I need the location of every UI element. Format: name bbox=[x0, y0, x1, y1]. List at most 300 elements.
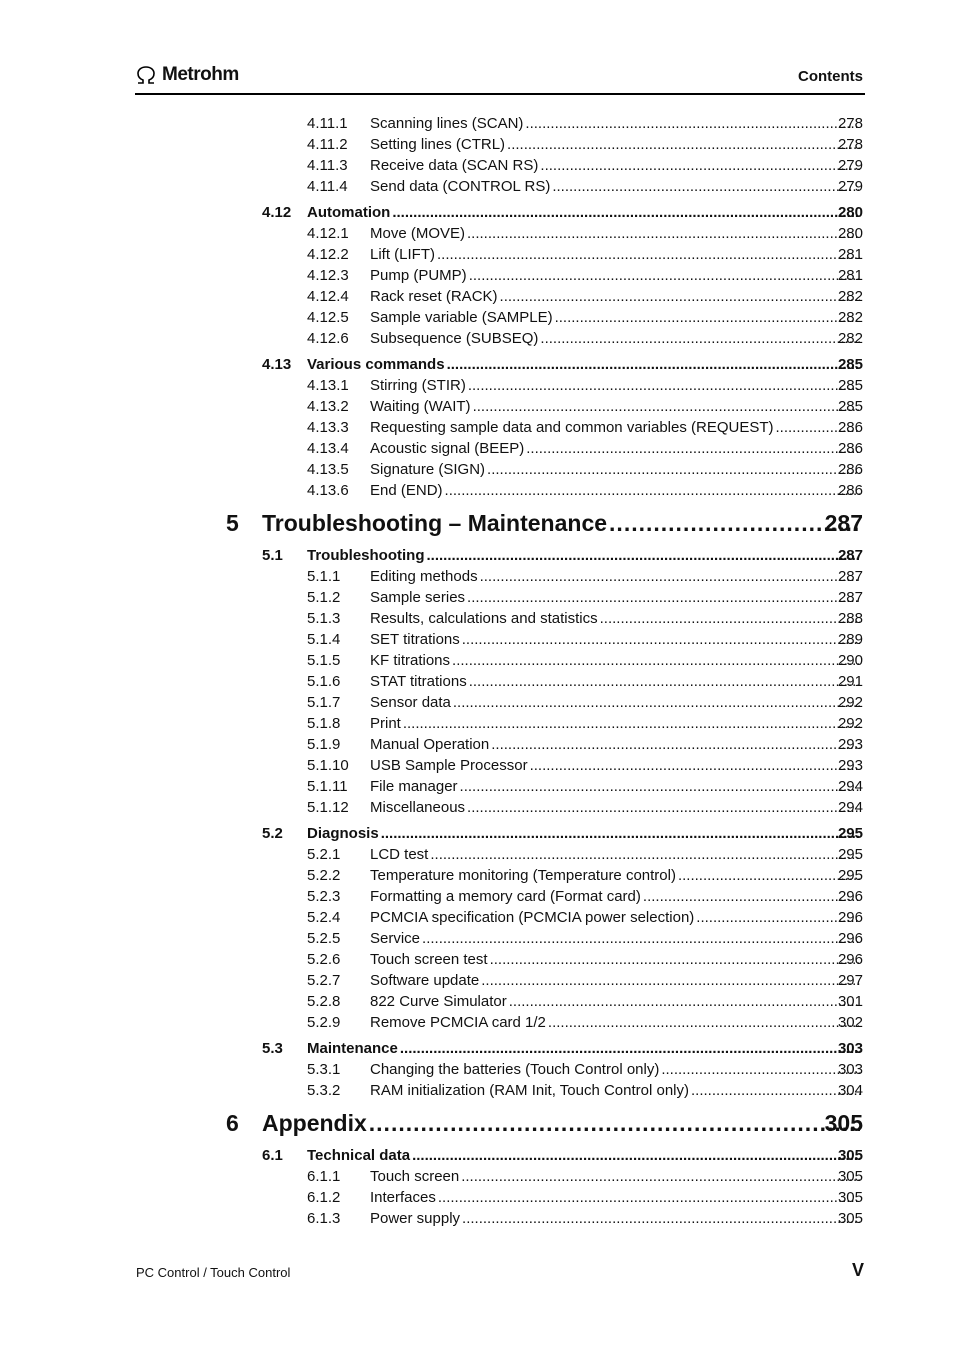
dot-leader bbox=[422, 931, 860, 947]
dot-leader bbox=[467, 800, 860, 816]
toc-entry-number: 5.1.1 bbox=[307, 568, 341, 585]
toc-entry[interactable] bbox=[0, 797, 954, 818]
toc-entry-number: 5.2.2 bbox=[307, 867, 341, 884]
toc-entry[interactable] bbox=[0, 1038, 954, 1059]
toc-entry-page: 282 bbox=[837, 288, 863, 305]
toc-entry-number: 5.1.8 bbox=[307, 715, 341, 732]
toc-entry-number: 4.13.2 bbox=[307, 398, 349, 415]
toc-entry-number: 4.11.1 bbox=[307, 115, 348, 132]
dot-leader bbox=[469, 268, 860, 284]
toc-entry[interactable] bbox=[0, 970, 954, 991]
toc-entry-title-wrap bbox=[370, 137, 862, 153]
toc-entry-title-wrap bbox=[370, 1083, 862, 1099]
toc-entry-title: Appendix bbox=[262, 1110, 367, 1136]
toc-entry-number: 4.12.1 bbox=[307, 225, 349, 242]
toc-entry-title: Manual Operation bbox=[370, 736, 490, 753]
dot-leader bbox=[445, 483, 860, 499]
toc-entry-title: Touch screen test bbox=[370, 951, 488, 968]
section-title: Contents bbox=[798, 68, 863, 85]
toc-entry-title: Formatting a memory card (Format card) bbox=[370, 888, 641, 905]
toc-entry-number: 5.2.7 bbox=[307, 972, 341, 989]
toc-entry-title: USB Sample Processor bbox=[370, 757, 528, 774]
toc-entry[interactable] bbox=[0, 328, 954, 349]
toc-entry-page: 287 bbox=[824, 510, 863, 536]
toc-entry-title-wrap bbox=[370, 653, 862, 669]
toc-entry-title: Power supply bbox=[370, 1210, 461, 1227]
dot-leader bbox=[487, 462, 860, 478]
toc-entry-title-wrap bbox=[370, 931, 862, 947]
toc-entry-title: Interfaces bbox=[370, 1189, 436, 1206]
toc-entry-title: Scanning lines (SCAN) bbox=[370, 115, 524, 132]
toc-entry-title-wrap bbox=[370, 441, 862, 457]
toc-entry-title-wrap bbox=[370, 1015, 862, 1031]
toc-entry-number: 4.12.2 bbox=[307, 246, 349, 263]
toc-entry-number: 4.13.3 bbox=[307, 419, 349, 436]
page-number: V bbox=[851, 1260, 864, 1280]
toc-entry-title: Signature (SIGN) bbox=[370, 461, 486, 478]
toc-entry-title-wrap bbox=[370, 632, 862, 648]
toc-entry-title: 822 Curve Simulator bbox=[370, 993, 507, 1010]
dot-leader bbox=[525, 116, 860, 132]
toc-entry-page: 295 bbox=[837, 867, 863, 884]
dot-leader bbox=[555, 310, 860, 326]
toc-entry-title-wrap bbox=[370, 847, 862, 863]
toc-entry-number: 5.1.10 bbox=[307, 757, 349, 774]
toc-entry-number: 5.2.5 bbox=[307, 930, 341, 947]
toc-entry-page: 294 bbox=[837, 778, 863, 795]
toc-entry-page: 280 bbox=[837, 225, 863, 242]
toc-entry[interactable] bbox=[0, 776, 954, 797]
toc-entry-number: 6 bbox=[226, 1110, 239, 1136]
toc-entry-title: Maintenance bbox=[307, 1040, 398, 1057]
toc-entry[interactable] bbox=[0, 134, 954, 155]
toc-entry-page: 297 bbox=[837, 972, 863, 989]
toc-entry-title-wrap bbox=[370, 695, 862, 711]
toc-entry[interactable] bbox=[0, 907, 954, 928]
toc-entry-page: 304 bbox=[837, 1082, 863, 1099]
toc-entry-page: 278 bbox=[837, 115, 863, 132]
toc-entry-title: Changing the batteries (Touch Control only) bbox=[370, 1061, 660, 1078]
toc-entry-title-wrap bbox=[370, 289, 862, 305]
toc-entry[interactable] bbox=[0, 566, 954, 587]
toc-entry-page: 290 bbox=[837, 652, 863, 669]
toc-entry[interactable] bbox=[0, 1187, 954, 1208]
toc-entry[interactable] bbox=[0, 1208, 954, 1229]
dot-leader bbox=[438, 1190, 860, 1206]
toc-entry-number: 4.11.3 bbox=[307, 157, 348, 174]
toc-entry-number: 5.1.7 bbox=[307, 694, 341, 711]
toc-entry-number: 5.2.1 bbox=[307, 846, 341, 863]
toc-entry-title-wrap bbox=[370, 310, 862, 326]
toc-entry-number: 5.2.8 bbox=[307, 993, 341, 1010]
toc-entry-title-wrap bbox=[307, 357, 862, 373]
toc-entry[interactable] bbox=[0, 692, 954, 713]
dot-leader bbox=[473, 399, 860, 415]
toc-entry[interactable] bbox=[0, 629, 954, 650]
toc-entry-title: Editing methods bbox=[370, 568, 478, 585]
toc-entry-page: 305 bbox=[837, 1147, 863, 1164]
toc-entry-page: 289 bbox=[837, 631, 863, 648]
dot-leader bbox=[643, 889, 860, 905]
toc-entry-number: 5.3 bbox=[262, 1040, 283, 1057]
toc-entry[interactable] bbox=[0, 671, 954, 692]
toc-entry-number: 6.1.2 bbox=[307, 1189, 341, 1206]
toc-entry-page: 296 bbox=[837, 909, 863, 926]
dot-leader bbox=[462, 632, 860, 648]
dot-leader bbox=[462, 1211, 860, 1227]
dot-leader bbox=[369, 1110, 860, 1136]
toc-entry[interactable] bbox=[0, 396, 954, 417]
toc-entry-title: Subsequence (SUBSEQ) bbox=[370, 330, 539, 347]
toc-entry-title-wrap bbox=[370, 1169, 862, 1185]
toc-entry-page: 296 bbox=[837, 888, 863, 905]
dot-leader bbox=[548, 1015, 860, 1031]
toc-entry-title-wrap bbox=[370, 737, 862, 753]
toc-entry-page: 287 bbox=[837, 589, 863, 606]
toc-entry-number: 5.1.12 bbox=[307, 799, 349, 816]
toc-entry-title: Service bbox=[370, 930, 421, 947]
toc-entry[interactable] bbox=[0, 991, 954, 1012]
page-header bbox=[135, 60, 865, 95]
toc-entry-number: 6.1.1 bbox=[307, 1168, 341, 1185]
dot-leader bbox=[468, 378, 860, 394]
toc-entry[interactable] bbox=[0, 508, 954, 540]
toc-entry-title-wrap bbox=[370, 569, 862, 585]
toc-entry-number: 4.13.4 bbox=[307, 440, 349, 457]
toc-entry-page: 280 bbox=[837, 204, 863, 221]
toc-entry-page: 282 bbox=[837, 309, 863, 326]
toc-entry-number: 4.12.5 bbox=[307, 309, 349, 326]
brand-name: Metrohm bbox=[162, 64, 239, 85]
toc-entry-title-wrap bbox=[370, 399, 862, 415]
dot-leader bbox=[403, 716, 860, 732]
toc-entry[interactable] bbox=[0, 949, 954, 970]
toc-entry-title: Lift (LIFT) bbox=[370, 246, 436, 263]
toc-entry-page: 279 bbox=[837, 157, 863, 174]
toc-entry-title-wrap bbox=[370, 674, 862, 690]
dot-leader bbox=[691, 1083, 860, 1099]
omega-logo-icon bbox=[135, 65, 157, 85]
toc-entry-page: 288 bbox=[837, 610, 863, 627]
toc-entry-number: 5.2.6 bbox=[307, 951, 341, 968]
toc-entry-page: 301 bbox=[837, 993, 863, 1010]
dot-leader bbox=[491, 737, 860, 753]
toc-entry-page: 291 bbox=[837, 673, 863, 690]
toc-entry[interactable] bbox=[0, 886, 954, 907]
toc-entry-number: 5.1 bbox=[262, 547, 283, 564]
toc-entry-number: 5.2.4 bbox=[307, 909, 341, 926]
dot-leader bbox=[381, 826, 860, 842]
toc-entry-title: SET titrations bbox=[370, 631, 460, 648]
toc-entry-title: KF titrations bbox=[370, 652, 451, 669]
toc-entry[interactable] bbox=[0, 608, 954, 629]
toc-entry-page: 285 bbox=[837, 377, 863, 394]
toc-entry-title-wrap bbox=[307, 826, 862, 842]
toc-entry[interactable] bbox=[0, 223, 954, 244]
toc-entry-page: 303 bbox=[837, 1061, 863, 1078]
dot-leader bbox=[469, 674, 860, 690]
toc-entry[interactable] bbox=[0, 734, 954, 755]
toc-entry[interactable] bbox=[0, 417, 954, 438]
toc-entry-page: 296 bbox=[837, 930, 863, 947]
toc-entry-title-wrap bbox=[307, 205, 862, 221]
toc-entry-number: 5.1.3 bbox=[307, 610, 341, 627]
toc-entry-page: 305 bbox=[837, 1189, 863, 1206]
toc-entry-title-wrap bbox=[262, 1110, 862, 1136]
toc-entry-page: 287 bbox=[837, 568, 863, 585]
toc-entry[interactable] bbox=[0, 354, 954, 375]
dot-leader bbox=[552, 179, 860, 195]
dot-leader bbox=[430, 847, 860, 863]
toc-entry[interactable] bbox=[0, 928, 954, 949]
toc-entry-title-wrap bbox=[307, 548, 862, 564]
toc-entry-number: 5.1.6 bbox=[307, 673, 341, 690]
toc-entry-title-wrap bbox=[370, 910, 862, 926]
toc-entry-page: 281 bbox=[837, 267, 863, 284]
toc-entry-title-wrap bbox=[370, 800, 862, 816]
dot-leader bbox=[481, 973, 860, 989]
dot-leader bbox=[540, 331, 860, 347]
brand-logo bbox=[135, 64, 239, 86]
dot-leader bbox=[467, 226, 860, 242]
toc-entry-title-wrap bbox=[370, 378, 862, 394]
toc-entry-title: Rack reset (RACK) bbox=[370, 288, 498, 305]
toc-entry[interactable] bbox=[0, 375, 954, 396]
toc-entry-page: 286 bbox=[837, 419, 863, 436]
dot-leader bbox=[661, 1062, 860, 1078]
toc-entry-title: PCMCIA specification (PCMCIA power selection) bbox=[370, 909, 695, 926]
toc-entry-number: 4.13.5 bbox=[307, 461, 349, 478]
toc-entry-title-wrap bbox=[370, 716, 862, 732]
toc-entry-title-wrap bbox=[307, 1041, 862, 1057]
toc-entry-number: 5.1.9 bbox=[307, 736, 341, 753]
toc-entry-number: 5.3.1 bbox=[307, 1061, 341, 1078]
toc-entry[interactable] bbox=[0, 823, 954, 844]
toc-entry-page: 302 bbox=[837, 1014, 863, 1031]
toc-entry-title: Touch screen bbox=[370, 1168, 460, 1185]
toc-entry-page: 285 bbox=[837, 356, 863, 373]
toc-entry-number: 4.11.4 bbox=[307, 178, 348, 195]
toc-entry-title: Temperature monitoring (Temperature control) bbox=[370, 867, 676, 884]
toc-entry-title-wrap bbox=[370, 268, 862, 284]
toc-entry-page: 294 bbox=[837, 799, 863, 816]
dot-leader bbox=[490, 952, 860, 968]
toc-entry-title-wrap bbox=[370, 590, 862, 606]
toc-entry-title-wrap bbox=[307, 1148, 862, 1164]
toc-entry-title-wrap bbox=[370, 179, 862, 195]
toc-entry-number: 5.2.9 bbox=[307, 1014, 341, 1031]
toc-entry-title: Print bbox=[370, 715, 401, 732]
toc-entry-page: 293 bbox=[837, 736, 863, 753]
dot-leader bbox=[461, 1169, 860, 1185]
toc-entry-number: 5.1.11 bbox=[307, 778, 348, 795]
dot-leader bbox=[480, 569, 860, 585]
toc-entry-title-wrap bbox=[370, 331, 862, 347]
toc-entry[interactable] bbox=[0, 438, 954, 459]
toc-entry-title: RAM initialization (RAM Init, Touch Control only) bbox=[370, 1082, 690, 1099]
toc-entry-title: File manager bbox=[370, 778, 458, 795]
toc-entry-page: 279 bbox=[837, 178, 863, 195]
dot-leader bbox=[392, 205, 860, 221]
toc-entry[interactable] bbox=[0, 286, 954, 307]
toc-entry-title-wrap bbox=[370, 483, 862, 499]
toc-entry-title: LCD test bbox=[370, 846, 429, 863]
toc-entry-title: Results, calculations and statistics bbox=[370, 610, 598, 627]
toc-entry-number: 5.1.5 bbox=[307, 652, 341, 669]
dot-leader bbox=[609, 510, 860, 536]
toc-entry-page: 286 bbox=[837, 482, 863, 499]
toc-entry[interactable] bbox=[0, 1145, 954, 1166]
toc-entry-title-wrap bbox=[370, 462, 862, 478]
toc-entry-title-wrap bbox=[370, 973, 862, 989]
footer-product: PC Control / Touch Control bbox=[136, 1265, 291, 1280]
dot-leader bbox=[437, 247, 860, 263]
toc-entry-number: 4.11.2 bbox=[307, 136, 348, 153]
toc-entry-title-wrap bbox=[370, 420, 862, 436]
toc-entry-number: 6.1.3 bbox=[307, 1210, 341, 1227]
toc-entry[interactable] bbox=[0, 113, 954, 134]
toc-entry[interactable] bbox=[0, 307, 954, 328]
toc-entry-title: Acoustic signal (BEEP) bbox=[370, 440, 525, 457]
dot-leader bbox=[447, 357, 860, 373]
toc-entry-title: Various commands bbox=[307, 356, 445, 373]
toc-entry[interactable] bbox=[0, 244, 954, 265]
toc-entry-number: 5.2.3 bbox=[307, 888, 341, 905]
toc-entry-title: Sample variable (SAMPLE) bbox=[370, 309, 553, 326]
dot-leader bbox=[453, 695, 860, 711]
toc-entry-title: Miscellaneous bbox=[370, 799, 466, 816]
toc-entry-page: 295 bbox=[837, 825, 863, 842]
dot-leader bbox=[460, 779, 860, 795]
dot-leader bbox=[400, 1041, 860, 1057]
dot-leader bbox=[526, 441, 860, 457]
dot-leader bbox=[509, 994, 860, 1010]
toc-entry-page: 287 bbox=[837, 547, 863, 564]
toc-entry-title-wrap bbox=[370, 226, 862, 242]
toc-entry-page: 305 bbox=[837, 1168, 863, 1185]
dot-leader bbox=[467, 590, 860, 606]
toc-entry[interactable] bbox=[0, 1108, 954, 1140]
toc-entry-title: Troubleshooting bbox=[307, 547, 425, 564]
table-of-contents bbox=[0, 113, 954, 1229]
toc-entry-page: 303 bbox=[837, 1040, 863, 1057]
toc-entry[interactable] bbox=[0, 650, 954, 671]
toc-entry-title: Waiting (WAIT) bbox=[370, 398, 471, 415]
toc-entry[interactable] bbox=[0, 865, 954, 886]
toc-entry-number: 5.1.4 bbox=[307, 631, 341, 648]
toc-entry-title: Automation bbox=[307, 204, 391, 221]
toc-entry-title-wrap bbox=[370, 611, 862, 627]
toc-entry-title: STAT titrations bbox=[370, 673, 467, 690]
toc-entry-page: 281 bbox=[837, 246, 863, 263]
toc-entry-page: 292 bbox=[837, 715, 863, 732]
toc-entry[interactable] bbox=[0, 265, 954, 286]
toc-entry-title: Setting lines (CTRL) bbox=[370, 136, 506, 153]
toc-entry-title: Sensor data bbox=[370, 694, 451, 711]
toc-entry-page: 282 bbox=[837, 330, 863, 347]
toc-entry-page: 286 bbox=[837, 440, 863, 457]
toc-entry-page: 292 bbox=[837, 694, 863, 711]
toc-entry[interactable] bbox=[0, 155, 954, 176]
toc-entry-title-wrap bbox=[370, 994, 862, 1010]
toc-entry-number: 4.12 bbox=[262, 204, 292, 221]
toc-entry[interactable] bbox=[0, 459, 954, 480]
toc-entry-title: Send data (CONTROL RS) bbox=[370, 178, 551, 195]
toc-entry-page: 296 bbox=[837, 951, 863, 968]
toc-entry-page: 305 bbox=[824, 1110, 863, 1136]
toc-entry-title-wrap bbox=[370, 889, 862, 905]
toc-entry-number: 4.12.4 bbox=[307, 288, 349, 305]
toc-entry-title-wrap bbox=[370, 1190, 862, 1206]
toc-entry[interactable] bbox=[0, 755, 954, 776]
toc-entry-number: 5.2 bbox=[262, 825, 283, 842]
toc-entry-title-wrap bbox=[370, 779, 862, 795]
dot-leader bbox=[427, 548, 861, 564]
toc-entry-title-wrap bbox=[370, 1211, 862, 1227]
toc-entry-page: 286 bbox=[837, 461, 863, 478]
dot-leader bbox=[678, 868, 860, 884]
toc-entry-page: 305 bbox=[837, 1210, 863, 1227]
toc-entry-number: 4.13.1 bbox=[307, 377, 349, 394]
toc-entry-number: 4.12.3 bbox=[307, 267, 349, 284]
toc-entry-title: Troubleshooting – Maintenance bbox=[262, 510, 608, 536]
toc-entry-number: 4.13 bbox=[262, 356, 292, 373]
toc-entry[interactable] bbox=[0, 713, 954, 734]
toc-entry-title: Software update bbox=[370, 972, 480, 989]
toc-entry-title: Requesting sample data and common variables (REQUEST) bbox=[370, 419, 774, 436]
dot-leader bbox=[530, 758, 860, 774]
dot-leader bbox=[540, 158, 860, 174]
toc-entry-title: Pump (PUMP) bbox=[370, 267, 467, 284]
dot-leader bbox=[696, 910, 860, 926]
toc-entry-title-wrap bbox=[370, 116, 862, 132]
toc-entry[interactable] bbox=[0, 1080, 954, 1101]
toc-entry-title: Move (MOVE) bbox=[370, 225, 466, 242]
toc-entry-page: 293 bbox=[837, 757, 863, 774]
toc-entry-page: 285 bbox=[837, 398, 863, 415]
toc-entry-title: Receive data (SCAN RS) bbox=[370, 157, 539, 174]
toc-entry-title-wrap bbox=[262, 510, 862, 536]
dot-leader bbox=[507, 137, 860, 153]
dot-leader bbox=[412, 1148, 860, 1164]
toc-entry[interactable] bbox=[0, 545, 954, 566]
toc-entry-title: Stirring (STIR) bbox=[370, 377, 466, 394]
dot-leader bbox=[452, 653, 860, 669]
toc-entry-title-wrap bbox=[370, 1062, 862, 1078]
toc-entry[interactable] bbox=[0, 176, 954, 197]
toc-entry-number: 4.13.6 bbox=[307, 482, 349, 499]
toc-entry[interactable] bbox=[0, 844, 954, 865]
toc-entry-page: 295 bbox=[837, 846, 863, 863]
toc-entry-title: Technical data bbox=[307, 1147, 411, 1164]
toc-entry-number: 4.12.6 bbox=[307, 330, 349, 347]
toc-entry-title: Diagnosis bbox=[307, 825, 379, 842]
toc-entry-title-wrap bbox=[370, 247, 862, 263]
toc-entry[interactable] bbox=[0, 1166, 954, 1187]
toc-entry[interactable] bbox=[0, 202, 954, 223]
toc-entry-number: 5 bbox=[226, 510, 239, 536]
toc-entry[interactable] bbox=[0, 587, 954, 608]
toc-entry-title: End (END) bbox=[370, 482, 443, 499]
toc-entry-title-wrap bbox=[370, 758, 862, 774]
dot-leader bbox=[500, 289, 860, 305]
toc-entry-number: 6.1 bbox=[262, 1147, 283, 1164]
toc-entry[interactable] bbox=[0, 480, 954, 501]
toc-entry[interactable] bbox=[0, 1059, 954, 1080]
toc-entry[interactable] bbox=[0, 1012, 954, 1033]
dot-leader bbox=[600, 611, 860, 627]
toc-entry-title-wrap bbox=[370, 868, 862, 884]
